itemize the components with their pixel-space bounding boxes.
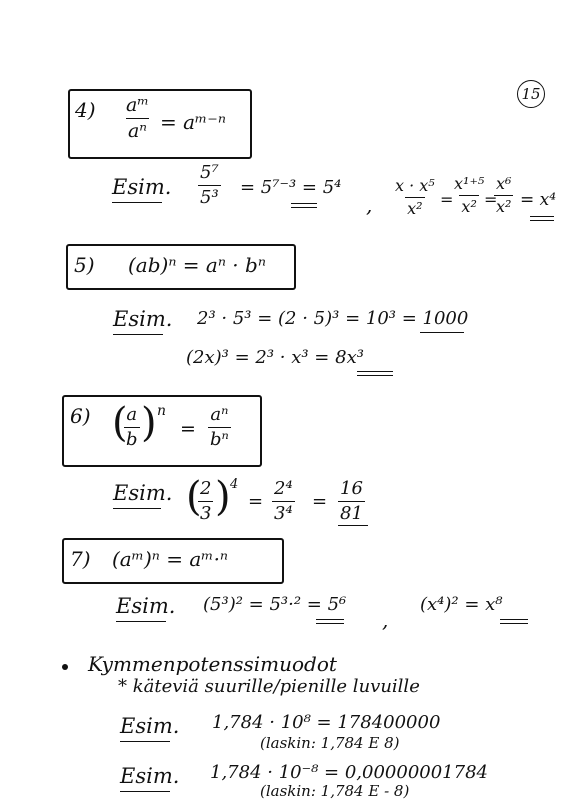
section-example1-underline xyxy=(120,741,170,742)
section-ex1-note: (laskin: 1,784 E 8) xyxy=(260,734,400,752)
rule6-lhs-fraction xyxy=(124,406,140,449)
rule6-rhs-denominator: bⁿ xyxy=(210,429,229,450)
rule4-rhs: = aᵐ⁻ⁿ xyxy=(160,110,226,134)
rule4-ex2-f3-denominator: x² xyxy=(496,197,512,216)
rule7-formula: (aᵐ)ⁿ = aᵐ·ⁿ xyxy=(112,547,229,571)
rule4-ex2-f3-numerator: x⁶ xyxy=(496,174,512,193)
rule5-example-label: Esim. xyxy=(113,307,173,331)
rule6-lhs-numerator: a xyxy=(126,404,138,425)
rule5-ex1: 2³ · 5³ = (2 · 5)³ = 10³ = 1000 xyxy=(197,308,469,329)
rule6-ex-exponent: 4 xyxy=(230,477,239,492)
rule6-ex-f3-denominator: 81 xyxy=(340,503,363,524)
rule5-label: 5) xyxy=(74,253,95,277)
rule4-ex1-rhs: = 5⁷⁻³ = 5⁴ xyxy=(240,177,342,198)
rule7-example-underline xyxy=(116,621,166,622)
rule4-ex2-fraction1 xyxy=(393,178,437,217)
rule4-ex2-f2-denominator: x² xyxy=(461,197,477,216)
rule4-fraction xyxy=(124,96,151,141)
rule6-ex-close-paren: ) xyxy=(215,474,231,520)
rule4-label: 4) xyxy=(75,98,96,122)
rule6-ex-fraction3 xyxy=(338,480,365,523)
rule7-ex1-double-underline xyxy=(316,619,344,620)
rule6-rhs-numerator: aⁿ xyxy=(210,404,229,425)
rule7-ex1: (5³)² = 5³·² = 5⁶ xyxy=(203,594,347,615)
rule4-ex2-double-underline-2 xyxy=(530,220,554,221)
rule7-ex2-double-underline-2 xyxy=(500,623,528,624)
rule4-ex2-f1-numerator: x · x⁵ xyxy=(395,176,435,195)
rule6-ex-numerator: 2 xyxy=(200,478,212,499)
rule6-lhs-exponent: n xyxy=(157,403,167,419)
rule7-comma: , xyxy=(382,608,389,632)
rule6-rhs-fraction xyxy=(208,406,231,449)
rule5-formula: (ab)ⁿ = aⁿ · bⁿ xyxy=(128,253,266,277)
rule6-example-underline xyxy=(113,508,161,509)
rule4-ex2-fraction3 xyxy=(494,176,513,215)
section-example2-label: Esim. xyxy=(120,764,180,788)
rule7-ex2: (x⁴)² = x⁸ xyxy=(420,594,503,615)
rule4-example-label: Esim. xyxy=(112,175,172,199)
rule6-ex-open-paren: ( xyxy=(186,474,202,520)
rule6-label: 6) xyxy=(70,404,91,428)
rule4-ex2-eq2: = xyxy=(484,190,498,209)
rule4-ex2-f1-denominator: x² xyxy=(407,199,423,218)
rule5-ex2-double-underline xyxy=(357,371,393,372)
rule5-ex2: (2x)³ = 2³ · x³ = 8x³ xyxy=(186,347,364,368)
rule4-denominator: aⁿ xyxy=(127,120,147,142)
section-ex2-note: (laskin: 1,784 E - 8) xyxy=(260,782,410,800)
rule5-ex1-underline xyxy=(420,332,464,333)
rule6-ex-underline xyxy=(338,525,368,526)
section-example1-label: Esim. xyxy=(120,714,180,738)
rule6-example-label: Esim. xyxy=(113,481,173,505)
rule6-ex-f2-numerator: 2⁴ xyxy=(274,478,293,499)
rule5-example-underline xyxy=(113,334,163,335)
section-bullet xyxy=(62,664,68,670)
rule6-lhs-open-paren: ( xyxy=(112,400,128,446)
rule4-ex1-fraction xyxy=(198,164,221,207)
section-title: Kymmenpotenssimuodot xyxy=(88,652,337,676)
rule4-ex1-double-underline-2 xyxy=(291,207,317,208)
section-example2-underline xyxy=(120,791,170,792)
rule7-ex1-double-underline-2 xyxy=(316,623,344,624)
rule6-ex-f3-numerator: 16 xyxy=(340,478,363,499)
rule6-lhs-close-paren: ) xyxy=(141,400,157,446)
rule4-comma: , xyxy=(366,193,373,217)
rule4-ex1-double-underline xyxy=(291,203,317,204)
rule6-ex-eq1: = xyxy=(248,491,264,512)
rule6-ex-eq2: = xyxy=(312,491,328,512)
rule4-ex1-denominator: 5³ xyxy=(200,187,219,208)
rule4-numerator: aᵐ xyxy=(126,94,149,116)
section-ex2: 1,784 · 10⁻⁸ = 0,00000001784 xyxy=(210,762,488,783)
rule6-ex-denominator: 3 xyxy=(200,503,212,524)
rule4-ex2-result: = x⁴ xyxy=(520,190,557,210)
section-subtitle: * käteviä suurille/pienille luvuille xyxy=(118,676,420,697)
rule6-eq: = xyxy=(180,418,196,440)
rule4-ex2-fraction2 xyxy=(452,176,486,215)
rule4-ex2-f2-numerator: x¹⁺⁵ xyxy=(454,174,485,193)
rule4-example-underline xyxy=(112,202,162,203)
rule5-ex2-double-underline-2 xyxy=(357,375,393,376)
rule4-ex1-numerator: 5⁷ xyxy=(200,162,219,183)
rule7-ex2-double-underline xyxy=(500,619,528,620)
section-ex1: 1,784 · 10⁸ = 178400000 xyxy=(212,712,441,733)
rule6-ex-fraction xyxy=(198,480,213,523)
rule7-example-label: Esim. xyxy=(116,594,176,618)
rule6-ex-fraction2 xyxy=(272,480,295,523)
rule6-lhs-denominator: b xyxy=(126,429,138,450)
rule7-label: 7) xyxy=(70,547,91,571)
rule4-ex2-eq1: = xyxy=(440,190,454,209)
rule4-ex2-double-underline xyxy=(530,216,554,217)
page-number: 15 xyxy=(517,80,545,108)
rule6-ex-f2-denominator: 3⁴ xyxy=(274,503,293,524)
